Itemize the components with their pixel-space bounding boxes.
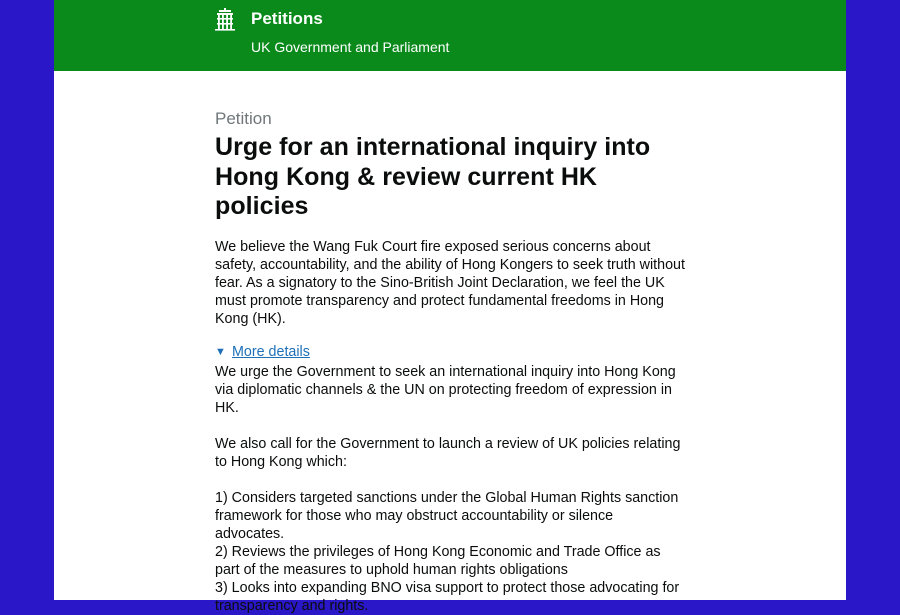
- page: [54, 0, 846, 614]
- petition-content: [215, 108, 685, 615]
- petition-caption: Petition: [215, 109, 272, 128]
- petition-summary: We believe the Wang Fuk Court fire exposed serious concerns about safety, accountability, and the ability of Hong Kongers to seek truth without fear. As a signatory to the Sino-British Joint Declaration, we feel the UK must promote transparency and protect fundamental freedoms in Hong Kong (HK).: [215, 238, 685, 327]
- site-title-link[interactable]: Petitions: [251, 9, 323, 28]
- portcullis-icon: [215, 8, 235, 32]
- site-header: [54, 0, 846, 71]
- petition-title: Urge for an international inquiry into Hong Kong & review current HK policies: [215, 133, 651, 220]
- petition-details: We urge the Government to seek an international inquiry into Hong Kong via diplomatic channels & the UN on protecting freedom of expression in HK. We also call for the Government to launch a review of UK policies relating to Hong Kong which: 1) Considers targeted sanctions under the Global Human Rights sanction framework for those who may obstruct accountability or silence advocates. 2) Reviews the privileges of Hong Kong Economic and Trade Office as part of the measures to uphold human rights obligations 3) Looks into expanding BNO visa support to protect those advocating for transparency and rights.: [215, 363, 681, 614]
- more-details-link[interactable]: More details: [232, 343, 310, 360]
- triangle-down-icon: ▼: [215, 345, 226, 358]
- more-details-toggle[interactable]: [215, 343, 685, 361]
- site-subtitle: UK Government and Parliament: [251, 39, 450, 55]
